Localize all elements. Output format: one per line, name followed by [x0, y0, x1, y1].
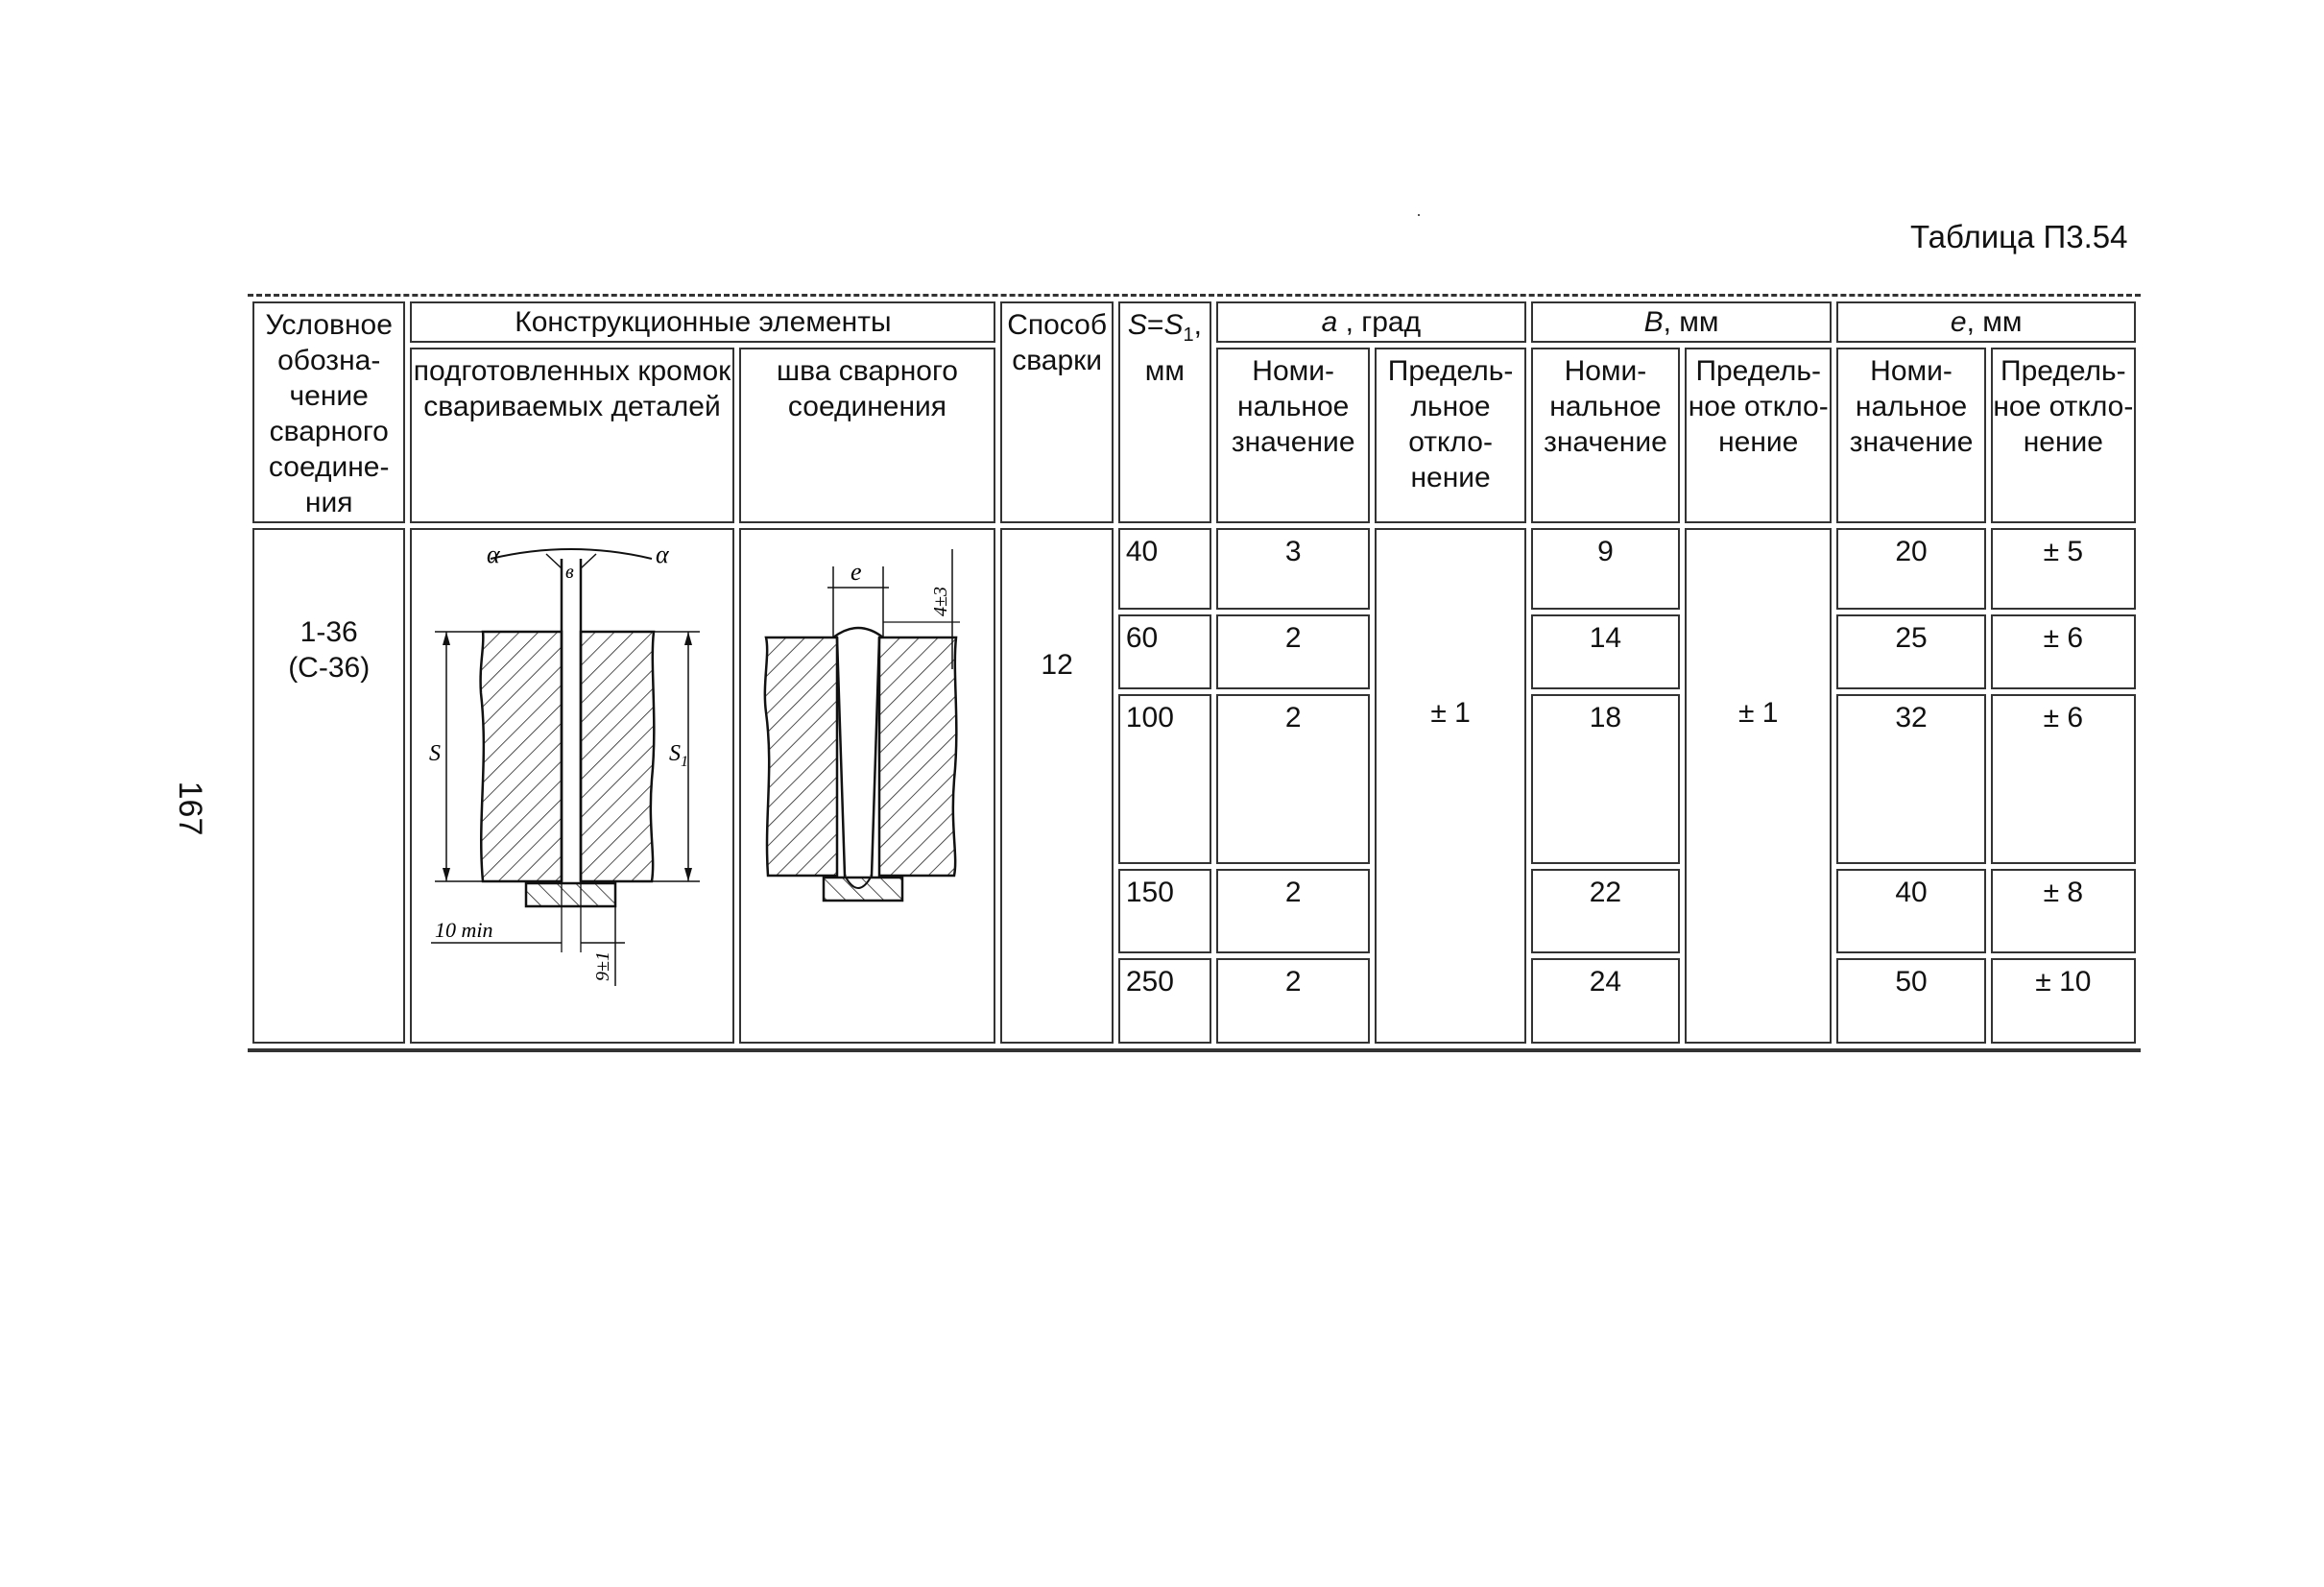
b-tolerance-header: Предель-ное откло-нение	[1685, 348, 1832, 524]
thickness-s: S	[1127, 309, 1147, 341]
table-title: Таблица П3.54	[1910, 219, 2128, 254]
method-cell: 12	[1000, 528, 1114, 1044]
thickness-sub: 1	[1183, 325, 1194, 346]
weld-backing	[824, 878, 902, 901]
page-number: 167	[172, 781, 209, 836]
e-tolerance-header: Предель-ное откло-нение	[1991, 348, 2136, 524]
b-symbol: В	[1643, 305, 1664, 338]
b-unit: , мм	[1663, 305, 1719, 338]
b-tolerance-cell: ± 1	[1685, 528, 1832, 1044]
e-tol-cell-4: ± 10	[1991, 958, 2136, 1044]
header-e	[1836, 301, 2136, 343]
s-cell-4: 250	[1118, 958, 1211, 1044]
e-symbol: е	[1950, 305, 1967, 338]
alpha-cell-0: 3	[1216, 528, 1370, 609]
weld-reinforcement	[833, 628, 883, 637]
weld-joint-table	[248, 294, 2141, 1052]
designation-cell	[252, 528, 405, 1044]
thickness-eq: =	[1146, 309, 1164, 341]
header-prepared-edges: подготовленных кромок свариваемых деталей	[410, 348, 733, 524]
designation-line2: (С-36)	[288, 652, 371, 685]
e-tol-cell-3: ± 8	[1991, 869, 2136, 954]
designation-line1: 1-36	[299, 616, 358, 649]
weld-right-plate	[879, 637, 956, 876]
b-cell-0: 9	[1531, 528, 1680, 609]
offset-label: 9±1	[592, 951, 614, 982]
right-plate	[581, 632, 654, 881]
e-width-label: е	[850, 558, 862, 587]
e-unit: , мм	[1966, 305, 2023, 338]
e-tol-cell-1: ± 6	[1991, 614, 2136, 689]
speck	[1418, 214, 1420, 216]
b-cell-1: 14	[1531, 614, 1680, 689]
e-cell-1: 25	[1836, 614, 1985, 689]
alpha-right-label: α	[656, 541, 670, 569]
b-cell-4: 24	[1531, 958, 1680, 1044]
b-nominal-header: Номи-нальное значение	[1531, 348, 1680, 524]
alpha-nominal-header: Номи-нальное значение	[1216, 348, 1370, 524]
reinforcement-label: 4±3	[929, 587, 951, 617]
s1-letter: S	[669, 741, 682, 767]
header-weld-seam: шва сварного соединения	[739, 348, 996, 524]
weld-seam-drawing	[741, 530, 993, 1039]
weld-left-plate	[764, 637, 836, 876]
alpha-tolerance-cell: ± 1	[1375, 528, 1525, 1044]
thickness-unit: , мм	[1144, 309, 1202, 387]
alpha-cell-3: 2	[1216, 869, 1370, 954]
weld-drawing-cell	[739, 528, 996, 1044]
header-designation: Условное обозна-чение сварного соедине-ния	[252, 301, 405, 523]
b-gap-label: в	[565, 562, 575, 584]
s1-label	[669, 741, 688, 770]
alpha-symbol: а	[1321, 305, 1338, 338]
header-thickness	[1118, 301, 1211, 523]
header-alpha	[1216, 301, 1526, 343]
header-b	[1531, 301, 1833, 343]
s-cell-3: 150	[1118, 869, 1211, 954]
weld-groove	[837, 637, 879, 881]
s-label: S	[429, 741, 442, 767]
header-constructive: Конструкционные элементы	[410, 301, 995, 343]
backing-strip	[526, 883, 615, 906]
b-cell-3: 22	[1531, 869, 1680, 954]
e-cell-4: 50	[1836, 958, 1985, 1044]
e-tol-cell-2: ± 6	[1991, 694, 2136, 864]
s-cell-1: 60	[1118, 614, 1211, 689]
e-cell-2: 32	[1836, 694, 1985, 864]
alpha-left-label: α	[487, 541, 501, 569]
s-cell-0: 40	[1118, 528, 1211, 609]
alpha-cell-4: 2	[1216, 958, 1370, 1044]
min-gap-label: 10 min	[435, 918, 493, 943]
header-method: Способ сварки	[1000, 301, 1114, 523]
e-tol-cell-0: ± 5	[1991, 528, 2136, 609]
left-plate	[481, 632, 562, 881]
e-cell-3: 40	[1836, 869, 1985, 954]
e-cell-0: 20	[1836, 528, 1985, 609]
thickness-s1: S	[1163, 309, 1184, 341]
prepared-edges-drawing	[412, 530, 729, 1039]
e-nominal-header: Номи-нальное значение	[1836, 348, 1985, 524]
s1-subscript: 1	[681, 754, 689, 771]
s-cell-2: 100	[1118, 694, 1211, 864]
alpha-unit: , град	[1337, 305, 1422, 338]
prep-drawing-cell	[410, 528, 733, 1044]
alpha-tolerance-header: Предель-льное откло-нение	[1375, 348, 1525, 524]
alpha-cell-2: 2	[1216, 694, 1370, 864]
alpha-cell-1: 2	[1216, 614, 1370, 689]
b-cell-2: 18	[1531, 694, 1680, 864]
